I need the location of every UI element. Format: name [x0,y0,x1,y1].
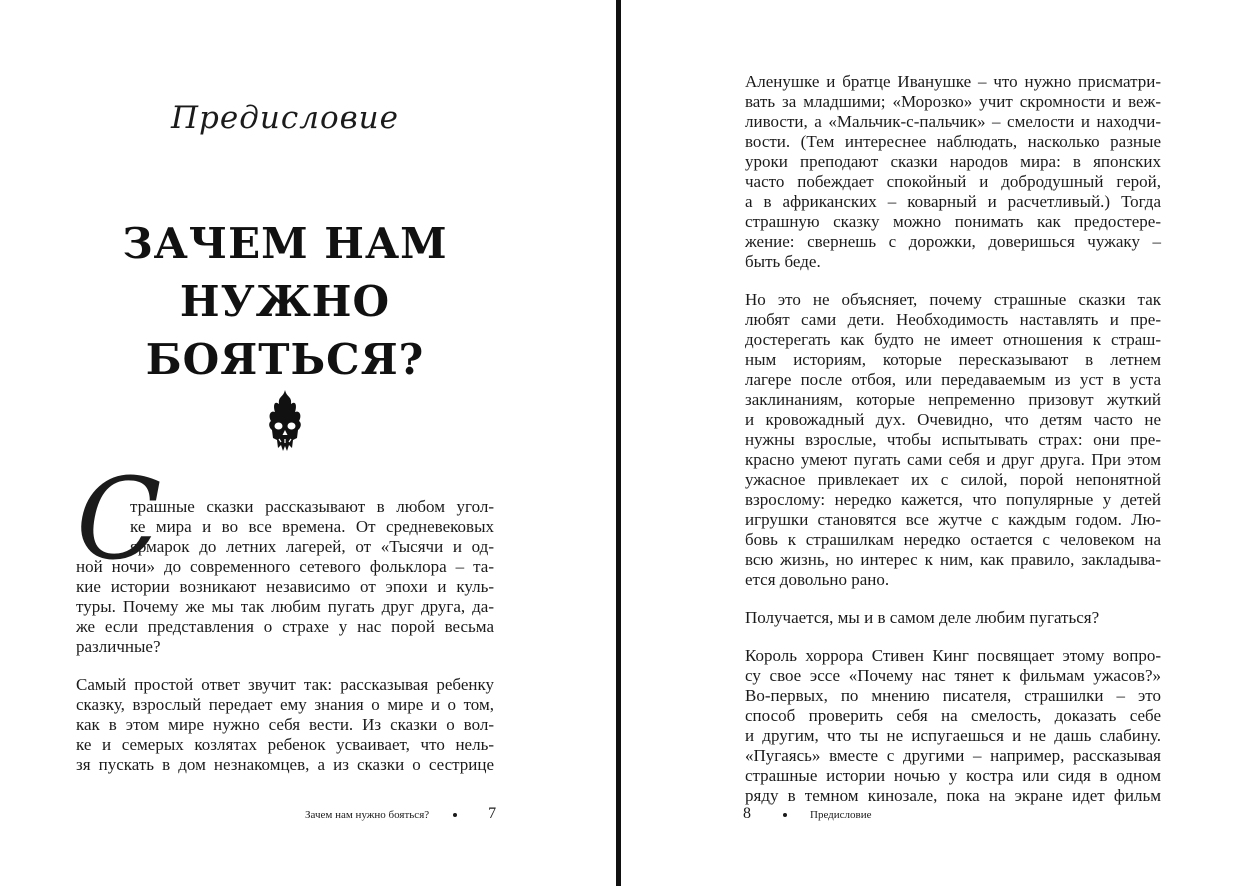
text-line: ряду в темном кинозале, пока на экране идет фильм [745,786,1161,805]
text-line: уроки преподают сказки народов мира: в японских [745,152,1161,171]
running-title: Зачем нам нужно бояться? [305,809,430,821]
text-line: трашные сказки рассказывают в любом угол- [130,497,494,516]
text-line: су свое эссе «Почему нас тянет к фильмам ужасов?» [745,666,1161,685]
text-line: страшные истории ночью у костра или сидя в одном [745,766,1161,785]
text-line: ярмарок до летних лагерей, от «Тысячи и од- [130,537,494,556]
text-line: Король хоррора Стивен Кинг посвящает этому вопро- [745,646,1161,665]
text-line: нужны взрослые, чтобы испытывать страх: они пре- [745,430,1161,449]
page-number: 8 [743,805,751,822]
running-title: Предисловие [810,809,872,821]
chapter-title-line: БОЯТЬСЯ? [145,335,425,384]
text-line: зя пускать в дом незнакомцев, а из сказки о сестрице [76,755,494,774]
text-line: лагере после отбоя, или передаваемым из уст в уста [745,370,1161,389]
text-line: вости. (Тем интереснее наблюдать, насколько разные [745,132,1161,151]
text-line: часто побеждает спокойный и добродушный герой, [745,172,1161,191]
text-line: ным историям, которые пересказывают в летнем [745,350,1161,369]
drop-cap: С [76,455,162,585]
chapter-title-line: НУЖНО [179,277,391,326]
text-line: достерегать как будто не имеет отношения к страш- [745,330,1161,349]
right-footer [743,805,872,823]
text-line: Во-первых, по мнению писателя, страшилки – это [745,686,1161,705]
text-line: жение: свернешь с дорожки, доверишься чужаку – [745,232,1161,251]
skull-flame-icon [265,390,305,452]
text-line: вать за младшими; «Морозко» учит скромности и веж- [745,92,1161,111]
text-line: способ проверить себя на смелость, доказать себе [745,706,1161,725]
text-line: туры. Почему же мы так любим пугать друг друга, да- [76,597,494,616]
text-line: всю жизнь, но интерес к ним, как правило, закладыва- [745,550,1161,569]
text-line: кие истории возникают независимо от эпохи и куль- [76,577,494,596]
text-line: сказку, взрослый передает ему знания о мире и о том, [76,695,494,714]
text-line: ливости, а «Мальчик-с-пальчик» – смелости и находчи- [745,112,1161,131]
text-line: взрослому: нередко кажется, что популярные у детей [745,490,1161,509]
left-body-text [76,497,494,775]
text-line: «Пугаясь» вместе с другими – например, рассказывая [745,746,1161,765]
text-line: быть беде. [745,252,821,271]
text-line: ется довольно рано. [745,570,890,589]
text-line: Самый простой ответ звучит так: рассказывая ребенку [76,675,494,694]
text-line: и другим, что ты не испугаешься и не дашь слабину. [745,726,1161,745]
text-line: ке и семерых козлятах ребенок усваивает, что нель- [76,735,494,754]
bullet-icon [453,813,457,817]
text-line: и кровожадный дух. Очевидно, что детям часто не [745,410,1161,429]
text-line: различные? [76,637,161,656]
text-line: Получается, мы и в самом деле любим пугаться? [745,608,1100,627]
text-line: Но это не объясняет, почему страшные сказки так [745,290,1161,309]
page-number: 7 [488,805,497,822]
text-line: а в африканских – коварный и расчетливый.) Тогда [745,192,1161,211]
text-line: как в этом мире нужно себя вести. Из сказки о вол- [76,715,494,734]
section-label: Предисловие [171,100,399,136]
right-body-text [745,72,1161,806]
bullet-icon [783,813,787,817]
chapter-title-line: ЗАЧЕМ НАМ [122,219,448,268]
text-line: любят сами дети. Необходимость наставлять и пре- [745,310,1161,329]
text-line: страшную сказку можно понимать как предостере- [745,212,1161,231]
text-line: Аленушке и братце Иванушке – что нужно присматри- [745,72,1161,91]
text-line: ке мира и во все времена. От средневековых [130,517,494,536]
text-line: игрушки становятся все жутче с каждым годом. Лю- [745,510,1161,529]
chapter-title [0,215,570,389]
text-line: бовь к страшилкам нередко остается с человеком на [745,530,1161,549]
text-line: же если представления о страхе у нас порой весьма [76,617,494,636]
text-line: красно умеют пугать сами себя и друг друга. При этом [745,450,1161,469]
left-footer [305,805,496,823]
text-line: заклинаниям, которые непременно призовут жуткий [745,390,1161,409]
text-line: ужасное привлекает их с силой, порой непонятной [745,470,1161,489]
text-line: ной ночи» до современного сетевого фольклора – та- [76,557,494,576]
